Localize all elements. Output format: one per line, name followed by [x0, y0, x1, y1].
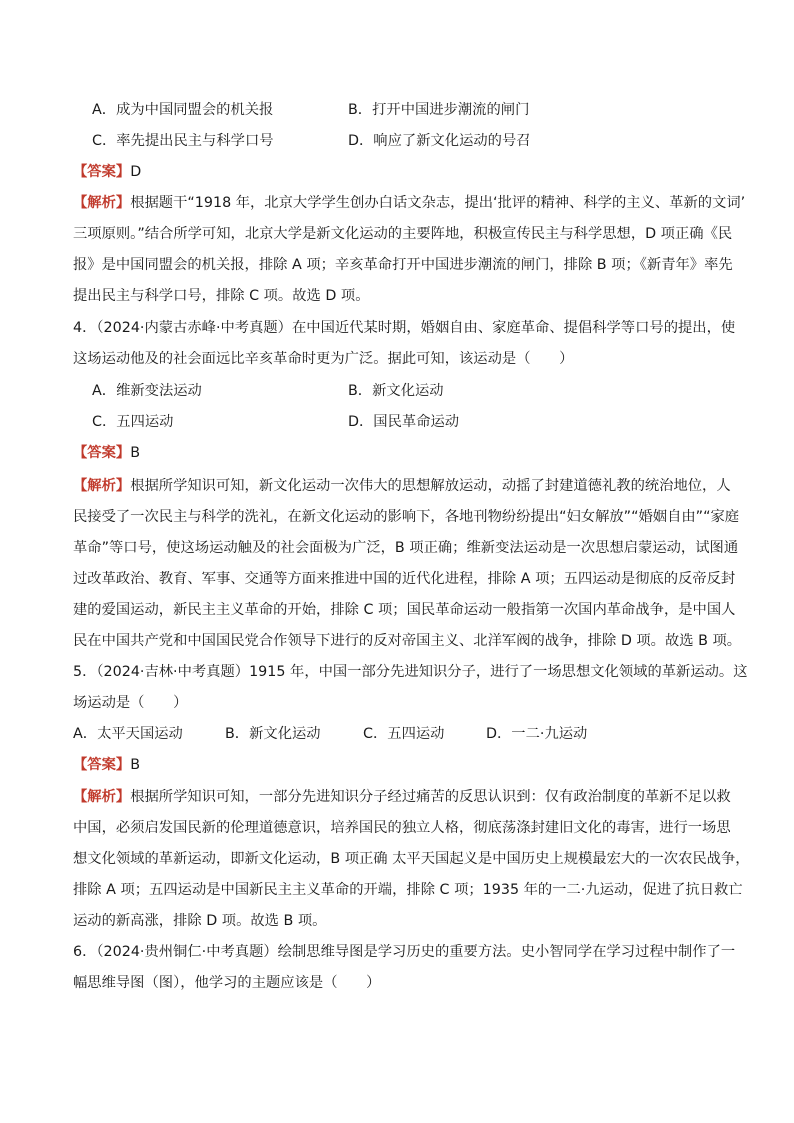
analysis-tag: 【解析】 [73, 195, 131, 211]
q5-analysis-line: 运动的新高涨，排除 D 项。故选 B 项。 [73, 913, 327, 929]
q3-answer [73, 162, 733, 182]
q4-analysis-line: 革命”等口号，使这场运动触及的社会面极为广泛，B 项正确；维新变法运动是一次思想启蒙运动，试图通 [73, 540, 739, 556]
q3-analysis-line: 提出民主与科学口号，排除 C 项。故选 D 项。 [73, 288, 370, 304]
q5-answer [73, 755, 733, 775]
q4-option-d: D．国民革命运动 [348, 414, 460, 430]
q6-stem-line: 6．（2024·贵州铜仁·中考真题）绘制思维导图是学习历史的重要方法。史小智同学在学习过程中制作了一 [73, 944, 736, 960]
q4-answer [73, 443, 733, 463]
q3-analysis-line: 三项原则。”结合所学可知，北京大学是新文化运动的主要阵地，积极宣传民主与科学思想，D 项正确《民 [73, 226, 733, 242]
q4-analysis-line: 过改革政治、教育、军事、交通等方面来推进中国的近代化进程，排除 A 项；五四运动是彻底的反帝反封 [73, 571, 736, 587]
answer-value: B [130, 445, 140, 461]
q4-option-c: C．五四运动 [92, 414, 174, 430]
analysis-text: 根据题干“1918 年，北京大学学生创办白话文杂志，提出‘批评的精神、科学的主义、革新的文词’ [130, 195, 746, 211]
answer-tag: 【答案】 [73, 757, 131, 773]
q5-option-b: B．新文化运动 [225, 726, 321, 742]
q5-option-d: D．一二·九运动 [486, 726, 588, 742]
q4-analysis-line: 建的爱国运动，新民主主义革命的开始，排除 C 项；国民革命运动一般指第一次国内革命战争，是中国人 [73, 602, 736, 618]
q5-option-c: C．五四运动 [363, 726, 445, 742]
answer-tag: 【答案】 [73, 164, 131, 180]
q4-option-a: A．维新变法运动 [92, 383, 202, 399]
q5-analysis-line: 排除 A 项；五四运动是中国新民主主义革命的开端，排除 C 项；1935 年的一二·九运动，促进了抗日救亡 [73, 882, 743, 898]
answer-value: D [130, 164, 142, 180]
q3-option-c: C．率先提出民主与科学口号 [92, 133, 274, 149]
q3-option-a: A．成为中国同盟会的机关报 [92, 102, 274, 118]
analysis-tag: 【解析】 [73, 789, 131, 805]
q4-stem-line: 这场运动他及的社会面远比辛亥革命时更为广泛。据此可知，该运动是（ ） [73, 351, 574, 367]
q5-stem-line: 5．（2024·吉林·中考真题）1915 年，中国一部分先进知识分子，进行了一场思想文化领域的革新运动。这 [73, 664, 748, 680]
analysis-tag: 【解析】 [73, 478, 131, 494]
q5-option-a: A．太平天国运动 [73, 726, 183, 742]
q3-option-d: D．响应了新文化运动的号召 [348, 133, 531, 149]
q5-analysis-line: 想文化领域的革新运动，即新文化运动，B 项正确 太平天国起义是中国历史上规模最宏大的一次农民战争， [73, 851, 750, 867]
q4-stem-line: 4．（2024·内蒙古赤峰·中考真题）在中国近代某时期，婚姻自由、家庭革命、提倡科学等口号的提出，使 [73, 320, 736, 336]
q3-analysis-line: 报》是中国同盟会的机关报，排除 A 项；辛亥革命打开中国进步潮流的闸门，排除 B 项；《新青年》率先 [73, 257, 733, 273]
q5-analysis-line: 中国，必须启发国民新的伦理道德意识，培养国民的独立人格，彻底荡涤封建旧文化的毒害，进行一场思 [73, 820, 731, 836]
q4-analysis-line [73, 476, 733, 496]
q6-stem-line: 幅思维导图（图），他学习的主题应该是（ ） [73, 975, 381, 991]
q4-analysis-line: 民在中国共产党和中国国民党合作领导下进行的反对帝国主义、北洋军阀的战争，排除 D 项。故选 B 项。 [73, 633, 742, 649]
q3-analysis-line [73, 193, 746, 213]
q3-option-b: B．打开中国进步潮流的闸门 [348, 102, 530, 118]
answer-value: B [130, 757, 140, 773]
q4-option-b: B．新文化运动 [348, 383, 444, 399]
q4-analysis-line: 民接受了一次民主与科学的洗礼，在新文化运动的影响下，各地刊物纷纷提出“妇女解放”“婚姻自由”“家庭 [73, 509, 740, 525]
analysis-text: 根据所学知识可知，一部分先进知识分子经过痛苦的反思认识到：仅有政治制度的革新不足以救 [130, 789, 731, 805]
answer-tag: 【答案】 [73, 445, 131, 461]
analysis-text: 根据所学知识可知，新文化运动一次伟大的思想解放运动，动摇了封建道德礼教的统治地位，人 [130, 478, 731, 494]
q5-analysis-line [73, 787, 733, 807]
q5-stem-line: 场运动是（ ） [73, 695, 188, 711]
